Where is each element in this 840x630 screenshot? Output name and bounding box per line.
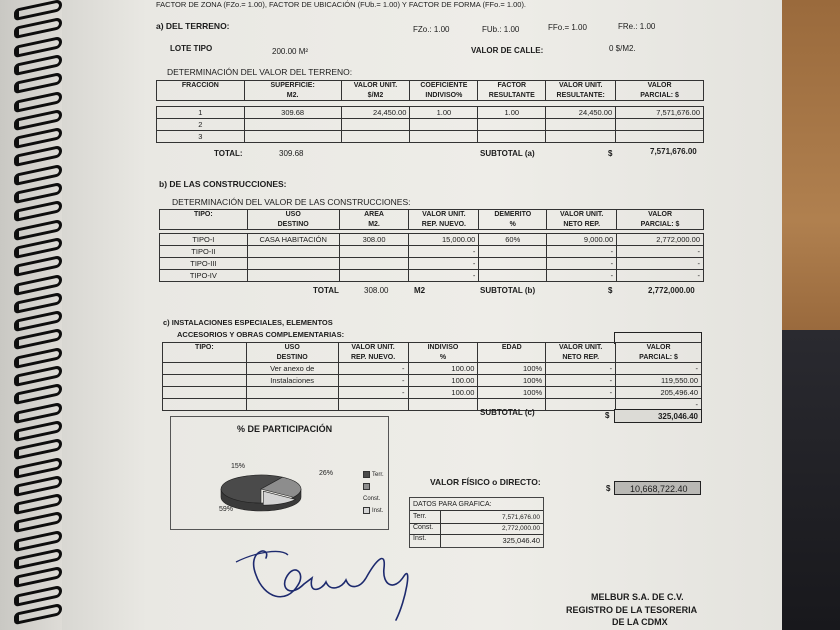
terreno-section-title: a) DEL TERRENO: bbox=[156, 21, 230, 31]
column-header-line: TIPO: bbox=[195, 344, 214, 351]
grafica-row-label: Inst. bbox=[413, 535, 427, 542]
table-cell: 2,772,000.00 bbox=[617, 234, 704, 246]
table-row bbox=[160, 258, 704, 270]
column-header-line: USO bbox=[284, 344, 300, 351]
footer-registry: REGISTRO DE LA TESORERIA bbox=[566, 605, 698, 615]
column-header bbox=[160, 210, 248, 230]
construcciones-table bbox=[159, 209, 704, 282]
table-cell bbox=[410, 119, 478, 131]
column-header-line: $/M2 bbox=[367, 92, 384, 99]
column-header-line: RESULTANTE bbox=[488, 92, 535, 99]
table-cell: - bbox=[338, 363, 408, 375]
column-header-line: VALOR UNIT. bbox=[558, 82, 603, 89]
legend-swatch bbox=[363, 507, 370, 514]
table-cell: 308.00 bbox=[339, 234, 409, 246]
table-row bbox=[163, 363, 702, 375]
lote-tipo-value: 200.00 M² bbox=[272, 47, 309, 56]
table-cell bbox=[163, 375, 247, 387]
column-header bbox=[478, 81, 546, 101]
table-cell bbox=[616, 131, 704, 143]
table-cell: 100.00 bbox=[408, 375, 478, 387]
grafica-row-divider bbox=[410, 534, 543, 535]
terreno-det-title: DETERMINACIÓN DEL VALOR DEL TERRENO: bbox=[167, 67, 353, 77]
table-cell: - bbox=[409, 270, 479, 282]
valor-calle-value: 0 $/M2. bbox=[609, 44, 636, 53]
table-cell: - bbox=[546, 363, 616, 375]
table-cell bbox=[244, 119, 341, 131]
grafica-row-label: Terr. bbox=[413, 513, 427, 520]
column-header-line: FACTOR bbox=[497, 82, 527, 89]
table-cell bbox=[478, 131, 546, 143]
table-cell: 7,571,676.00 bbox=[616, 107, 704, 119]
table-cell bbox=[478, 119, 546, 131]
table-cell: - bbox=[617, 270, 704, 282]
instalaciones-title-1: c) INSTALACIONES ESPECIALES, ELEMENTOS bbox=[163, 318, 333, 327]
footer-cdmx: DE LA CDMX bbox=[612, 617, 668, 627]
table-cell bbox=[246, 399, 338, 411]
column-header bbox=[546, 81, 616, 101]
datos-grafica-box bbox=[409, 497, 544, 548]
terreno-table bbox=[156, 80, 704, 143]
fre-factor: FRe.: 1.00 bbox=[618, 22, 656, 31]
grafica-row-value: 325,046.40 bbox=[502, 536, 540, 545]
pie-value-label: 26% bbox=[319, 470, 334, 477]
column-header-line: PARCIAL: $ bbox=[640, 92, 679, 99]
inst-subtotal-box bbox=[614, 409, 702, 423]
table-cell: TIPO-II bbox=[160, 246, 248, 258]
grafica-divider bbox=[410, 510, 543, 511]
legend-swatch bbox=[363, 483, 370, 490]
pie-value-label: 59% bbox=[219, 506, 234, 513]
table-cell bbox=[247, 270, 339, 282]
table-row bbox=[163, 387, 702, 399]
valor-fisico-box bbox=[614, 481, 701, 495]
grafica-row-label: Const. bbox=[413, 524, 434, 531]
table-cell bbox=[246, 387, 338, 399]
column-header-line: RESULTANTE: bbox=[556, 92, 605, 99]
table-cell: - bbox=[547, 258, 617, 270]
column-header-line: REP. NUEVO. bbox=[421, 221, 466, 228]
valor-fisico-currency: $ bbox=[606, 484, 611, 493]
column-header-line: PARCIAL: $ bbox=[639, 354, 678, 361]
inst-subtotal-value: 325,046.40 bbox=[657, 412, 698, 421]
column-header bbox=[157, 81, 245, 101]
valor-calle-label: VALOR DE CALLE: bbox=[471, 46, 544, 55]
column-header-line: AREA bbox=[364, 211, 384, 218]
table-cell: 1 bbox=[157, 107, 245, 119]
column-header bbox=[338, 343, 408, 363]
column-header-line: VALOR UNIT. bbox=[559, 211, 604, 218]
column-header-line: VALOR bbox=[648, 211, 673, 218]
table-header-row bbox=[163, 343, 702, 363]
legend-label: Const. bbox=[363, 496, 381, 502]
column-header-line: DESTINO bbox=[276, 354, 308, 361]
column-header-line: REP. NUEVO. bbox=[350, 354, 396, 361]
column-header-line: TIPO: bbox=[194, 211, 213, 218]
table-cell bbox=[408, 399, 478, 411]
column-header-line: EDAD bbox=[501, 344, 522, 351]
legend-label: Inst. bbox=[372, 508, 384, 514]
const-total-label: TOTAL bbox=[313, 286, 339, 295]
column-header-line: INDIVISO bbox=[427, 344, 459, 351]
table-cell: 1.00 bbox=[478, 107, 546, 119]
table-row bbox=[160, 270, 704, 282]
pie-chart-svg bbox=[171, 417, 388, 529]
pie-value-label: 15% bbox=[231, 463, 246, 470]
table-cell: - bbox=[617, 246, 704, 258]
column-header bbox=[479, 210, 547, 230]
column-header bbox=[410, 81, 478, 101]
table-cell: - bbox=[338, 387, 408, 399]
valor-fisico-value: 10,668,722.40 bbox=[630, 484, 688, 494]
table-cell: 100% bbox=[478, 387, 546, 399]
legend-item bbox=[363, 505, 388, 517]
table-cell: TIPO-I bbox=[160, 234, 248, 246]
table-cell bbox=[339, 270, 409, 282]
column-header bbox=[163, 343, 247, 363]
table-cell: 15,000.00 bbox=[409, 234, 479, 246]
const-subtotal-currency: $ bbox=[608, 286, 613, 295]
const-total-value: 308.00 bbox=[364, 286, 389, 295]
handwritten-signature bbox=[226, 540, 426, 630]
table-cell: - bbox=[616, 363, 702, 375]
table-cell: - bbox=[409, 246, 479, 258]
legend-item bbox=[363, 481, 388, 505]
column-header bbox=[339, 210, 409, 230]
column-header-line: DEMERITO bbox=[494, 211, 532, 218]
table-cell bbox=[247, 258, 339, 270]
table-header-row bbox=[160, 210, 704, 230]
legend-label: Terr. bbox=[372, 472, 384, 478]
table-cell bbox=[339, 258, 409, 270]
terreno-total-value: 309.68 bbox=[279, 149, 304, 158]
table-cell bbox=[163, 387, 247, 399]
table-cell bbox=[341, 131, 410, 143]
instalaciones-table bbox=[162, 342, 702, 411]
chart-legend bbox=[363, 469, 388, 517]
table-cell: - bbox=[546, 387, 616, 399]
column-header-line: SUPERFICIE: bbox=[270, 82, 315, 89]
table-cell: 24,450.00 bbox=[546, 107, 616, 119]
inst-subtotal-label: SUBTOTAL (c) bbox=[480, 408, 535, 417]
table-cell: TIPO-III bbox=[160, 258, 248, 270]
table-cell: 100% bbox=[478, 363, 546, 375]
table-header-row bbox=[157, 81, 704, 101]
column-header-line: VALOR UNIT. bbox=[558, 344, 603, 351]
table-cell: - bbox=[617, 258, 704, 270]
table-cell bbox=[546, 119, 616, 131]
column-header-line: VALOR UNIT. bbox=[422, 211, 466, 218]
table-cell: - bbox=[616, 399, 702, 411]
table-cell bbox=[247, 246, 339, 258]
grafica-row-value: 2,772,000.00 bbox=[502, 525, 540, 532]
column-header-line: VALOR bbox=[647, 82, 672, 89]
construcciones-det-title: DETERMINACIÓN DEL VALOR DE LAS CONSTRUCCIONES: bbox=[172, 197, 411, 207]
table-cell: - bbox=[547, 270, 617, 282]
column-header bbox=[617, 210, 704, 230]
table-cell: Instalaciones bbox=[246, 375, 338, 387]
footer-company: MELBUR S.A. DE C.V. bbox=[591, 592, 684, 602]
column-header bbox=[246, 343, 338, 363]
const-subtotal-value: 2,772,000.00 bbox=[648, 286, 695, 295]
terreno-subtotal-currency: $ bbox=[608, 149, 613, 158]
table-row bbox=[160, 234, 704, 246]
column-header-line: DESTINO bbox=[277, 221, 309, 228]
table-cell: 1.00 bbox=[410, 107, 478, 119]
table-cell: 205,496.40 bbox=[616, 387, 702, 399]
valor-fisico-label: VALOR FÍSICO o DIRECTO: bbox=[430, 477, 541, 487]
table-cell: - bbox=[409, 258, 479, 270]
table-row bbox=[157, 107, 704, 119]
table-cell bbox=[338, 399, 408, 411]
const-subtotal-label: SUBTOTAL (b) bbox=[480, 286, 536, 295]
table-row bbox=[157, 131, 704, 143]
table-cell bbox=[546, 399, 616, 411]
factors-line: FACTOR DE ZONA (FZo.= 1.00), FACTOR DE UBICACIÓN (FUb.= 1.00) Y FACTOR DE FORMA (FFo.= 1.00). bbox=[156, 0, 527, 9]
table-cell bbox=[163, 399, 247, 411]
table-cell bbox=[339, 246, 409, 258]
column-header-line: % bbox=[439, 354, 447, 361]
table-cell: - bbox=[546, 375, 616, 387]
table-cell bbox=[244, 131, 341, 143]
table-cell bbox=[546, 131, 616, 143]
chart-title: % DE PARTICIPACIÓN bbox=[237, 424, 333, 434]
table-cell bbox=[479, 270, 547, 282]
column-header bbox=[546, 343, 616, 363]
column-header-line: M2. bbox=[286, 92, 299, 99]
column-header bbox=[616, 343, 702, 363]
legend-swatch bbox=[363, 471, 370, 478]
table-cell bbox=[479, 258, 547, 270]
fub-factor: FUb.: 1.00 bbox=[482, 25, 520, 34]
grafica-row-value: 7,571,676.00 bbox=[502, 514, 540, 521]
column-header-line: USO bbox=[285, 211, 301, 218]
column-header-line: COEFICIENTE bbox=[420, 82, 468, 89]
column-header-line: VALOR bbox=[646, 344, 671, 351]
column-header-line: NETO REP. bbox=[562, 354, 600, 361]
table-row bbox=[163, 375, 702, 387]
grafica-column-divider bbox=[440, 510, 441, 547]
column-header bbox=[341, 81, 410, 101]
table-cell: Ver anexo de bbox=[246, 363, 338, 375]
table-cell: 100.00 bbox=[408, 363, 478, 375]
column-header-line: % bbox=[509, 221, 516, 228]
column-header bbox=[408, 343, 478, 363]
column-header bbox=[244, 81, 341, 101]
column-header-line: VALOR UNIT. bbox=[353, 82, 398, 89]
column-header bbox=[616, 81, 704, 101]
column-header-line: M2. bbox=[368, 221, 380, 228]
table-cell: CASA HABITACIÓN bbox=[247, 234, 339, 246]
column-header bbox=[409, 210, 479, 230]
table-cell: 119,550.00 bbox=[616, 375, 702, 387]
table-cell: 100% bbox=[478, 375, 546, 387]
table-cell: 2 bbox=[157, 119, 245, 131]
inst-subtotal-currency: $ bbox=[605, 411, 610, 420]
column-header bbox=[547, 210, 617, 230]
table-cell: - bbox=[338, 375, 408, 387]
table-row bbox=[157, 119, 704, 131]
terreno-subtotal-value: 7,571,676.00 bbox=[650, 147, 697, 156]
const-total-unit: M2 bbox=[414, 286, 426, 295]
table-cell: TIPO-IV bbox=[160, 270, 248, 282]
column-header bbox=[478, 343, 546, 363]
fzo-factor: FZo.: 1.00 bbox=[413, 25, 450, 34]
ffo-factor: FFo.= 1.00 bbox=[548, 23, 587, 32]
lote-tipo-label: LOTE TIPO bbox=[170, 44, 213, 53]
table-row bbox=[160, 246, 704, 258]
participation-chart bbox=[170, 416, 389, 530]
table-cell: 100.00 bbox=[408, 387, 478, 399]
table-cell: 309.68 bbox=[244, 107, 341, 119]
table-cell bbox=[410, 131, 478, 143]
table-cell bbox=[163, 363, 247, 375]
column-header-line: FRACCION bbox=[181, 82, 219, 89]
table-cell: 24,450.00 bbox=[341, 107, 410, 119]
table-cell bbox=[341, 119, 410, 131]
table-cell: 60% bbox=[479, 234, 547, 246]
column-header-line: NETO REP. bbox=[563, 221, 601, 228]
construcciones-section-title: b) DE LAS CONSTRUCCIONES: bbox=[159, 179, 287, 189]
instalaciones-title-2: ACCESORIOS Y OBRAS COMPLEMENTARIAS: bbox=[177, 330, 345, 339]
datos-grafica-title: DATOS PARA GRAFICA: bbox=[413, 501, 492, 508]
table-cell: 3 bbox=[157, 131, 245, 143]
table-cell bbox=[616, 119, 704, 131]
table-cell: 9,000.00 bbox=[547, 234, 617, 246]
terreno-subtotal-label: SUBTOTAL (a) bbox=[480, 149, 535, 158]
table-cell: - bbox=[547, 246, 617, 258]
column-header-line: INDIVISO% bbox=[425, 92, 463, 99]
terreno-total-label: TOTAL: bbox=[214, 149, 243, 158]
legend-item bbox=[363, 469, 388, 481]
column-header-line: VALOR UNIT. bbox=[351, 344, 395, 351]
column-header-line: PARCIAL: $ bbox=[640, 221, 680, 228]
table-cell bbox=[479, 246, 547, 258]
column-header bbox=[247, 210, 339, 230]
